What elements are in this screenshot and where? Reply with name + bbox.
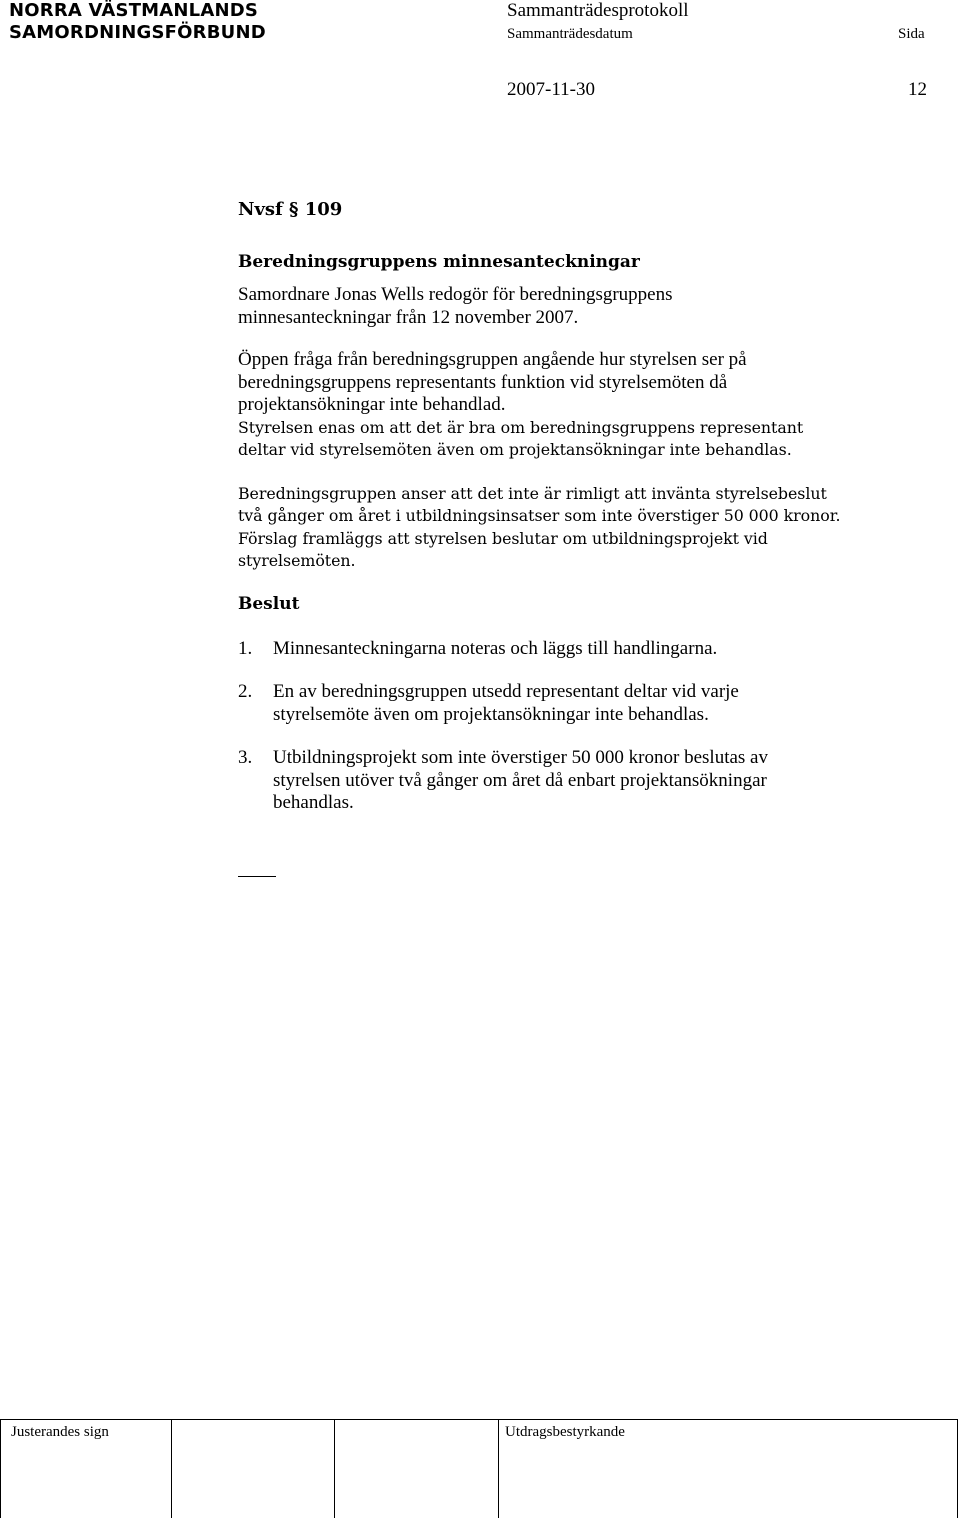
question-paragraph (238, 349, 938, 462)
section-heading: Nvsf § 109 (238, 199, 343, 220)
org-name-line1: NORRA VÄSTMANLANDS (9, 0, 259, 21)
page-number: 12 (908, 79, 927, 100)
decision-item (238, 747, 938, 815)
page-label: Sida (898, 26, 925, 42)
decision-text: styrelsemöte även om projektansökningar inte behandlas. (273, 703, 709, 725)
intro-line: minnesanteckningar från 12 november 2007. (238, 306, 579, 328)
decision-text: styrelsen utöver två gånger om året då enbart projektansökningar (273, 769, 767, 791)
decision-item (238, 638, 938, 661)
footer-divider (498, 1420, 499, 1518)
extract-label: Utdragsbestyrkande (505, 1424, 625, 1440)
subject-heading: Beredningsgruppens minnesanteckningar (238, 252, 640, 272)
decision-item (238, 681, 938, 726)
org-name-line2: SAMORDNINGSFÖRBUND (9, 22, 266, 43)
paragraph-line: projektansökningar inte behandlad. (238, 394, 506, 415)
date-label: Sammanträdesdatum (507, 26, 633, 42)
signature-footer (0, 1419, 958, 1518)
decision-text: Minnesanteckningarna noteras och läggs till handlingarna. (273, 637, 718, 659)
footer-divider (334, 1420, 335, 1518)
paragraph-line: Styrelsen enas om att det är bra om beredningsgruppens representant (238, 417, 804, 437)
decision-list (238, 638, 938, 815)
signature-label: Justerandes sign (11, 1424, 109, 1440)
decision-number: 2. (238, 681, 253, 702)
paragraph-line: två gånger om året i utbildningsinsatser som inte överstiger 50 000 kronor. (238, 506, 841, 525)
proposal-paragraph (238, 483, 938, 573)
meeting-date: 2007-11-30 (507, 79, 595, 100)
decision-number: 1. (238, 637, 253, 659)
paragraph-line: deltar vid styrelsemöten även om projektansökningar inte behandlas. (238, 440, 792, 459)
footer-divider (0, 1420, 1, 1518)
footer-divider (171, 1420, 172, 1518)
paragraph-line: styrelsemöten. (238, 551, 356, 570)
footer-divider (957, 1420, 958, 1518)
paragraph-line: Förslag framläggs att styrelsen beslutar om utbildningsprojekt vid (238, 528, 768, 548)
decision-heading: Beslut (238, 593, 300, 614)
protocol-section (238, 198, 938, 836)
paragraph-line: Beredningsgruppen anser att det inte är rimligt att invänta styrelsebeslut (238, 483, 827, 503)
intro-line: Samordnare Jonas Wells redogör för beredningsgruppens (238, 284, 673, 305)
decision-text: behandlas. (273, 792, 354, 813)
paragraph-line: beredningsgruppens representants funktion vid styrelsemöten då (238, 371, 728, 393)
intro-paragraph (238, 284, 938, 329)
decision-text: Utbildningsprojekt som inte överstiger 50 000 kronor beslutas av (273, 747, 768, 768)
paragraph-line: Öppen fråga från beredningsgruppen angående hur styrelsen ser på (238, 349, 747, 370)
decision-text: En av beredningsgruppen utsedd representant deltar vid varje (273, 681, 739, 702)
decision-number: 3. (238, 747, 253, 768)
end-divider (238, 876, 276, 877)
document-type: Sammanträdesprotokoll (507, 0, 689, 21)
